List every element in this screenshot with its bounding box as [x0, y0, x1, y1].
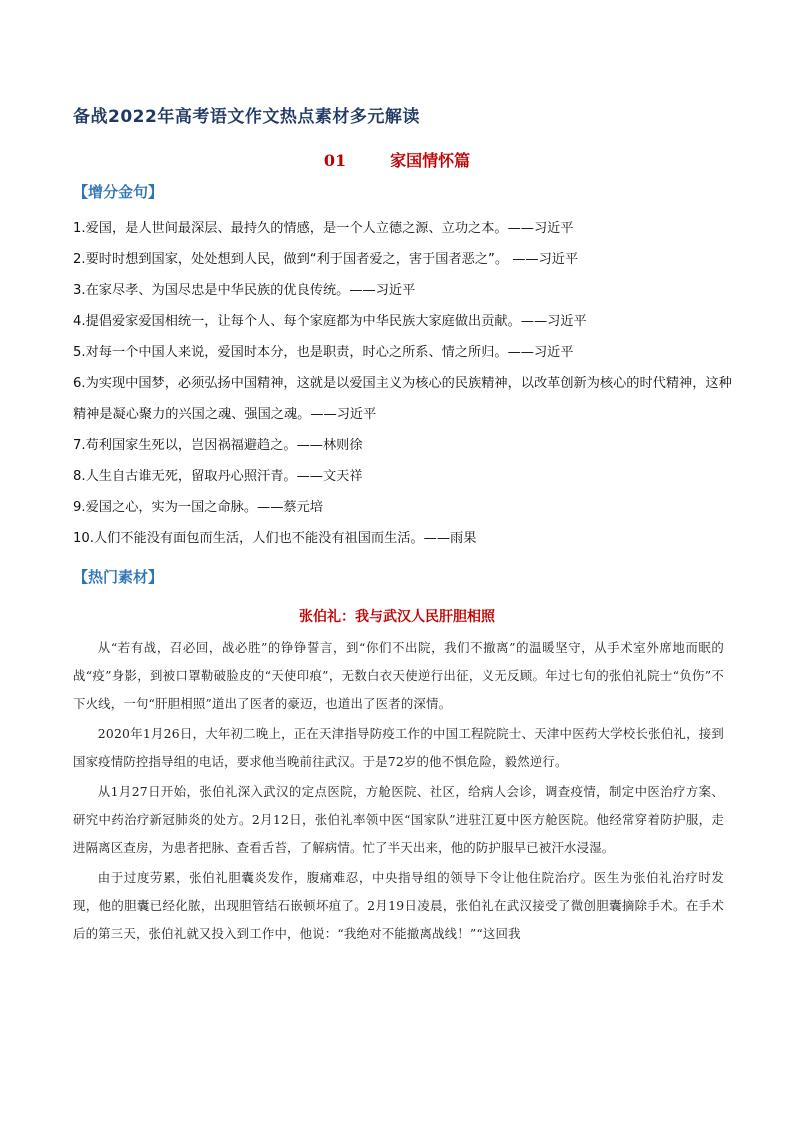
article-title: 张伯礼：我与武汉人民肝胆相照	[299, 609, 495, 625]
article-paragraph: 从“若有战，召必回，战必胜”的铮铮誓言，到“你们不出院，我们不撤离”的温暖坚守，从手术室外席地而眠的战“疫”身影，到被口罩勒破脸皮的“天使印痕”，无数白衣天使逆行出征，义无反顾。年过七旬的张伯礼院士“负伤”不下火线，一句“肝胆相照”道出了医者的豪迈，也道出了医者的深情。	[73, 640, 724, 711]
article-paragraph: 2020年1月26日，大年初二晚上，正在天津指导防疫工作的中国工程院院士、天津中医药大学校长张伯礼，接到国家疫情防控指导组的电话，要求他当晚前往武汉。于是72岁的他不惧危险，毅然逆行。	[73, 726, 724, 769]
quote-item: 9.爱国之心，实为一国之命脉。——蔡元培	[73, 500, 323, 515]
quote-item: 1.爱国，是人世间最深层、最持久的情感，是一个人立德之源、立功之本。——习近平	[73, 221, 574, 236]
quote-item: 6.为实现中国梦，必须弘扬中国精神，这就是以爱国主义为核心的民族精神，以改革创新为核心的时代精神，这种精神是凝心聚力的兴国之魂、强国之魂。——习近平	[73, 376, 732, 422]
quote-item: 10.人们不能没有面包而生活，人们也不能没有祖国而生活。——雨果	[73, 531, 477, 546]
quote-item: 2.要时时想到国家，处处想到人民，做到“利于国者爱之，害于国者恶之”。 ——习近平	[73, 252, 579, 267]
quote-item: 4.提倡爱家爱国相统一，让每个人、每个家庭都为中华民族大家庭做出贡献。——习近平	[73, 314, 587, 329]
article-body	[73, 634, 724, 950]
section-heading-quotes: 【增分金句】	[73, 183, 164, 201]
document-title: 备战2022年高考语文作文热点素材多元解读	[73, 107, 420, 127]
quotes-list	[73, 213, 733, 554]
quote-item: 3.在家尽孝、为国尽忠是中华民族的优良传统。——习近平	[73, 283, 416, 298]
quote-item: 8.人生自古谁无死，留取丹心照汗青。——文天祥	[73, 469, 363, 484]
chapter-title: 家国情怀篇	[390, 151, 471, 170]
chapter-heading	[0, 148, 794, 171]
section-heading-materials: 【热门素材】	[73, 568, 164, 586]
article-paragraph: 由于过度劳累，张伯礼胆囊炎发作，腹痛难忍，中央指导组的领导下令让他住院治疗。医生为张伯礼治疗时发现，他的胆囊已经化脓，出现胆管结石嵌顿坏疽了。2月19日凌晨，张伯礼在武汉接受了微创胆囊摘除手术。在手术后的第三天，张伯礼就又投入到工作中，他说：“我绝对不能撤离战线！”“这回我	[73, 870, 724, 941]
quote-item: 5.对每一个中国人来说，爱国时本分，也是职责，时心之所系、情之所归。——习近平	[73, 345, 574, 360]
chapter-number: 01	[323, 151, 347, 170]
quote-item: 7.苟利国家生死以，岂因祸福避趋之。——林则徐	[73, 438, 363, 453]
article-paragraph: 从1月27日开始，张伯礼深入武汉的定点医院，方舱医院、社区，给病人会诊，调查疫情，制定中医治疗方案、研究中药治疗新冠肺炎的处方。2月12日，张伯礼率领中医“国家队”进驻江夏中医方舱医院。他经常穿着防护服，走进隔离区查房，为患者把脉、查看舌苔，了解病情。忙了半天出来，他的防护服早已被汗水浸湿。	[73, 784, 724, 855]
